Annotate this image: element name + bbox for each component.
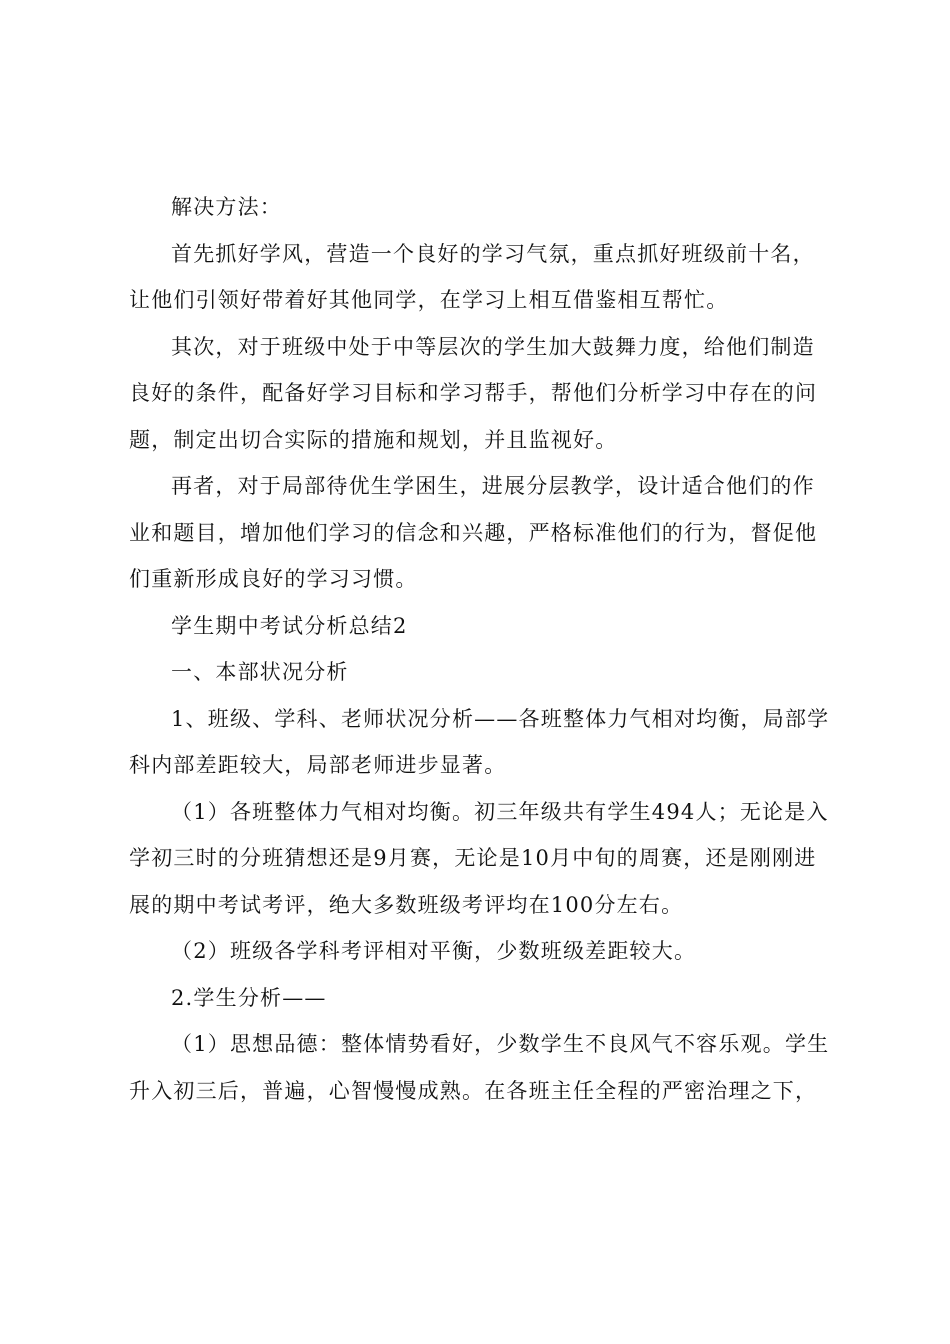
paragraph-second-step <box>129 324 832 464</box>
text-line: 业和题目，增加他们学习的信念和兴趣，严格标准他们的行为，督促他 <box>129 520 818 545</box>
text-line: 再者，对于局部待优生学困生，进展分层教学，设计适合他们的作 <box>171 474 815 498</box>
text-line: 1、班级、学科、老师状况分析——各班整体力气相对均衡，局部学 <box>171 706 830 731</box>
text-line: 学生期中考试分析总结2 <box>171 613 408 638</box>
text-line: 展的期中考试考评，绝大多数班级考评均在100分左右。 <box>129 892 684 917</box>
paragraph-student-analysis <box>129 975 832 1022</box>
section-heading <box>129 649 832 696</box>
text-line: 们重新形成良好的学习习惯。 <box>129 567 418 591</box>
paragraph-first-step <box>129 231 832 324</box>
text-line: 让他们引领好带着好其他同学，在学习上相互借鉴相互帮忙。 <box>129 288 729 312</box>
text-line: （1）思想品德：整体情势看好，少数学生不良风气不容乐观。学生 <box>171 1032 830 1056</box>
document-body <box>129 184 832 1114</box>
text-line: （2）班级各学科考评相对平衡，少数班级差距较大。 <box>171 939 697 963</box>
paragraph-morality <box>129 1021 832 1114</box>
text-line: 首先抓好学风，营造一个良好的学习气氛，重点抓好班级前十名， <box>171 241 815 266</box>
text-line: 升入初三后，普遍，心智慢慢成熟。在各班主任全程的严密治理之下， <box>129 1078 818 1103</box>
paragraph-analysis-1 <box>129 696 832 789</box>
paragraph-solution-heading <box>129 184 832 231</box>
text-line: 一、本部状况分析 <box>171 660 349 684</box>
section-title <box>129 603 832 650</box>
text-line: （1）各班整体力气相对均衡。初三年级共有学生494人；无论是入 <box>171 799 829 824</box>
paragraph-analysis-1-2 <box>129 928 832 975</box>
text-line: 良好的条件，配备好学习目标和学习帮手，帮他们分析学习中存在的问 <box>129 381 818 405</box>
text-line: 其次，对于班级中处于中等层次的学生加大鼓舞力度，给他们制造 <box>171 334 815 359</box>
paragraph-third-step <box>129 463 832 603</box>
text-line: 2.学生分析—— <box>171 985 327 1010</box>
text-line: 解决方法： <box>171 195 282 219</box>
text-line: 科内部差距较大，局部老师进步显著。 <box>129 753 507 777</box>
text-line: 题，制定出切合实际的措施和规划，并且监视好。 <box>129 427 618 452</box>
text-line: 学初三时的分班猜想还是9月赛，无论是10月中旬的周赛，还是刚刚进 <box>129 846 817 870</box>
paragraph-analysis-1-1 <box>129 789 832 929</box>
